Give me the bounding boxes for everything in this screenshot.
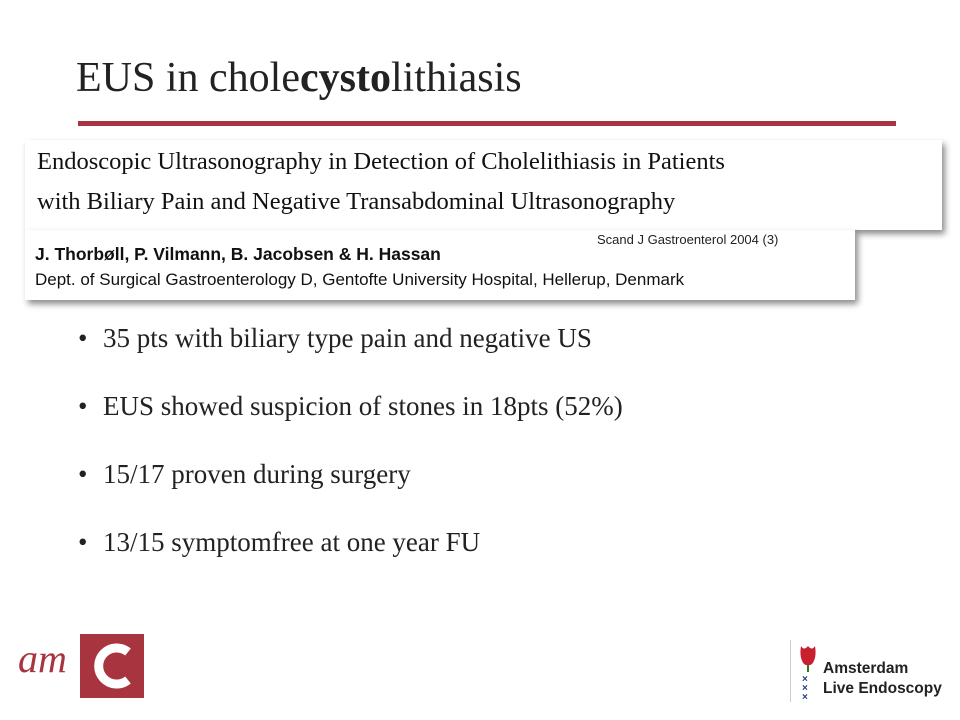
title-part-bold: cysto <box>299 55 391 101</box>
svg-text:×: × <box>802 674 808 685</box>
bullet-list <box>78 323 623 595</box>
list-item <box>78 391 623 459</box>
amc-logo-icon <box>18 630 148 702</box>
amc-logo-square <box>80 634 144 698</box>
amsterdam-live-endoscopy-logo <box>790 640 946 702</box>
amc-logo-text: am <box>18 636 67 681</box>
list-item <box>78 459 623 527</box>
article-authors: J. Thorbøll, P. Vilmann, B. Jacobsen & H. Hassan <box>35 244 441 264</box>
logo-line-2: Live Endoscopy <box>823 680 942 697</box>
svg-text:×: × <box>802 692 808 700</box>
list-item <box>78 527 623 595</box>
bullet-icon: • <box>78 323 88 353</box>
title-part-end: lithiasis <box>390 55 522 101</box>
article-authors-clipping <box>25 230 855 300</box>
title-divider <box>78 121 896 126</box>
svg-text:×: × <box>802 683 808 694</box>
article-title-line-2: with Biliary Pain and Negative Transabdominal Ultrasonography <box>37 188 676 215</box>
title-part-regular: EUS in chole <box>76 55 300 101</box>
bullet-icon: • <box>78 459 88 489</box>
logo-line-1: Amsterdam <box>823 660 909 677</box>
bullet-icon: • <box>78 391 88 421</box>
slide-title <box>76 54 522 102</box>
bullet-icon: • <box>78 527 88 557</box>
bullet-text: 35 pts with biliary type pain and negative US <box>103 323 592 353</box>
bullet-text: 13/15 symptomfree at one year FU <box>103 527 481 557</box>
list-item <box>78 323 623 391</box>
tulip-icon <box>795 642 821 700</box>
journal-citation: Scand J Gastroenterol 2004 (3) <box>597 232 779 247</box>
bullet-text: 15/17 proven during surgery <box>103 459 411 489</box>
article-affiliation: Dept. of Surgical Gastroenterology D, Gentofte University Hospital, Hellerup, Denmark <box>35 270 685 289</box>
bullet-text: EUS showed suspicion of stones in 18pts (52%) <box>103 391 623 421</box>
article-title-clipping <box>25 140 942 230</box>
article-title-line-1: Endoscopic Ultrasonography in Detection of Cholelithiasis in Patients <box>37 148 725 175</box>
